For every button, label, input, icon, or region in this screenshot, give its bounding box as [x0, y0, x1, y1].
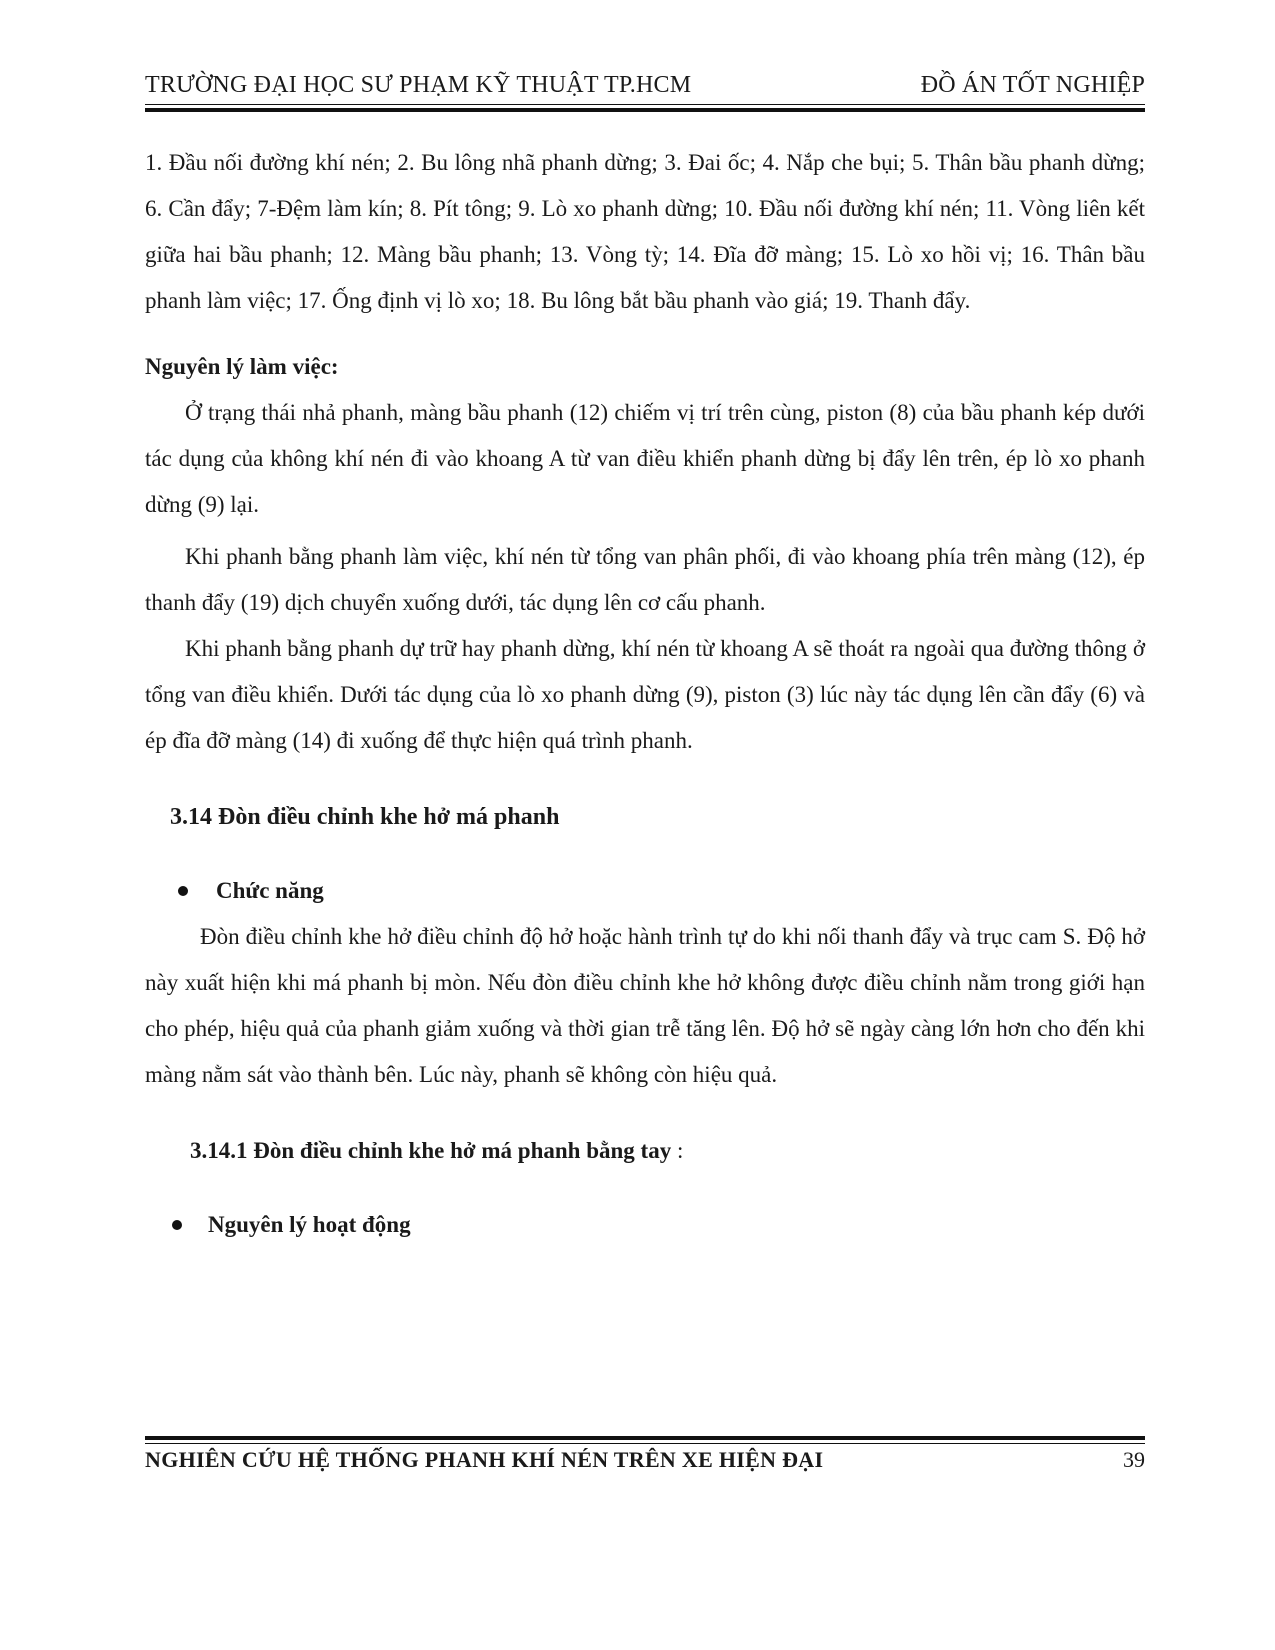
working-principle-heading: Nguyên lý làm việc: [145, 354, 339, 379]
subsection-colon: : [671, 1138, 684, 1163]
header-doc-type: ĐỒ ÁN TỐT NGHIỆP [920, 72, 1145, 98]
operation-bullet [172, 1202, 1145, 1248]
working-principle-paragraph: Ở trạng thái nhả phanh, màng bầu phanh (12) chiếm vị trí trên cùng, piston (8) của bầu phanh kép dưới tác dụng của không khí nén đi vào khoang A từ van điều khiển phanh dừng bị đẩy lên trên, ép lò xo phanh dừng (9) lại. [145, 400, 1145, 517]
subsection-title [190, 1128, 1145, 1174]
figure-legend: 1. Đầu nối đường khí nén; 2. Bu lông nhã phanh dừng; 3. Đai ốc; 4. Nắp che bụi; 5. Thân bầu phanh dừng; 6. Cần đẩy; 7-Đệm làm kín; 8. Pít tông; 9. Lò xo phanh dừng; 10. Đầu nối đường khí nén; 11. Vòng liên kết giữa hai bầu phanh; 12. Màng bầu phanh; 13. Vòng tỳ; 14. Đĩa đỡ màng; 15. Lò xo hồi vị; 16. Thân bầu phanh làm việc; 17. Ống định vị lò xo; 18. Bu lông bắt bầu phanh vào giá; 19. Thanh đẩy. [145, 150, 1145, 313]
section-title: 3.14 Đòn điều chỉnh khe hở má phanh [170, 804, 560, 830]
header-rule-thick [145, 108, 1145, 112]
function-label: Chức năng [216, 878, 324, 903]
footer-thesis-title: NGHIÊN CỨU HỆ THỐNG PHANH KHÍ NÉN TRÊN XE HIỆN ĐẠI [145, 1447, 824, 1472]
function-paragraph: Đòn điều chỉnh khe hở điều chỉnh độ hở hoặc hành trình tự do khi nối thanh đẩy và trục cam S. Độ hở này xuất hiện khi má phanh bị mòn. Nếu đòn điều chỉnh khe hở không được điều chỉnh nằm trong giới hạn cho phép, hiệu quả của phanh giảm xuống và thời gian trễ tăng lên. Độ hở sẽ ngày càng lớn hơn cho đến khi màng nằm sát vào thành bên. Lúc này, phanh sẽ không còn hiệu quả. [145, 924, 1145, 1087]
footer-rule-thin [145, 1443, 1145, 1444]
page-number: 39 [1123, 1447, 1145, 1472]
subsection-title-text: 3.14.1 Đòn điều chỉnh khe hở má phanh bằng tay [190, 1138, 672, 1163]
header-rule-thin [145, 104, 1145, 105]
function-bullet [178, 868, 1145, 914]
bullet-icon [178, 886, 188, 896]
operation-label: Nguyên lý hoạt động [208, 1212, 411, 1237]
page-body [145, 140, 1145, 1248]
bullet-icon [172, 1220, 182, 1230]
working-principle-paragraph: Khi phanh bằng phanh dự trữ hay phanh dừng, khí nén từ khoang A sẽ thoát ra ngoài qua đường thông ở tổng van điều khiển. Dưới tác dụng của lò xo phanh dừng (9), piston (3) lúc này tác dụng lên cần đẩy (6) và ép đĩa đỡ màng (14) đi xuống để thực hiện quá trình phanh. [145, 636, 1145, 753]
working-principle-paragraph: Khi phanh bằng phanh làm việc, khí nén từ tổng van phân phối, đi vào khoang phía trên màng (12), ép thanh đẩy (19) dịch chuyển xuống dưới, tác dụng lên cơ cấu phanh. [145, 544, 1145, 615]
header-school-name: TRƯỜNG ĐẠI HỌC SƯ PHẠM KỸ THUẬT TP.HCM [145, 72, 692, 98]
footer-rule-thick [145, 1436, 1145, 1440]
